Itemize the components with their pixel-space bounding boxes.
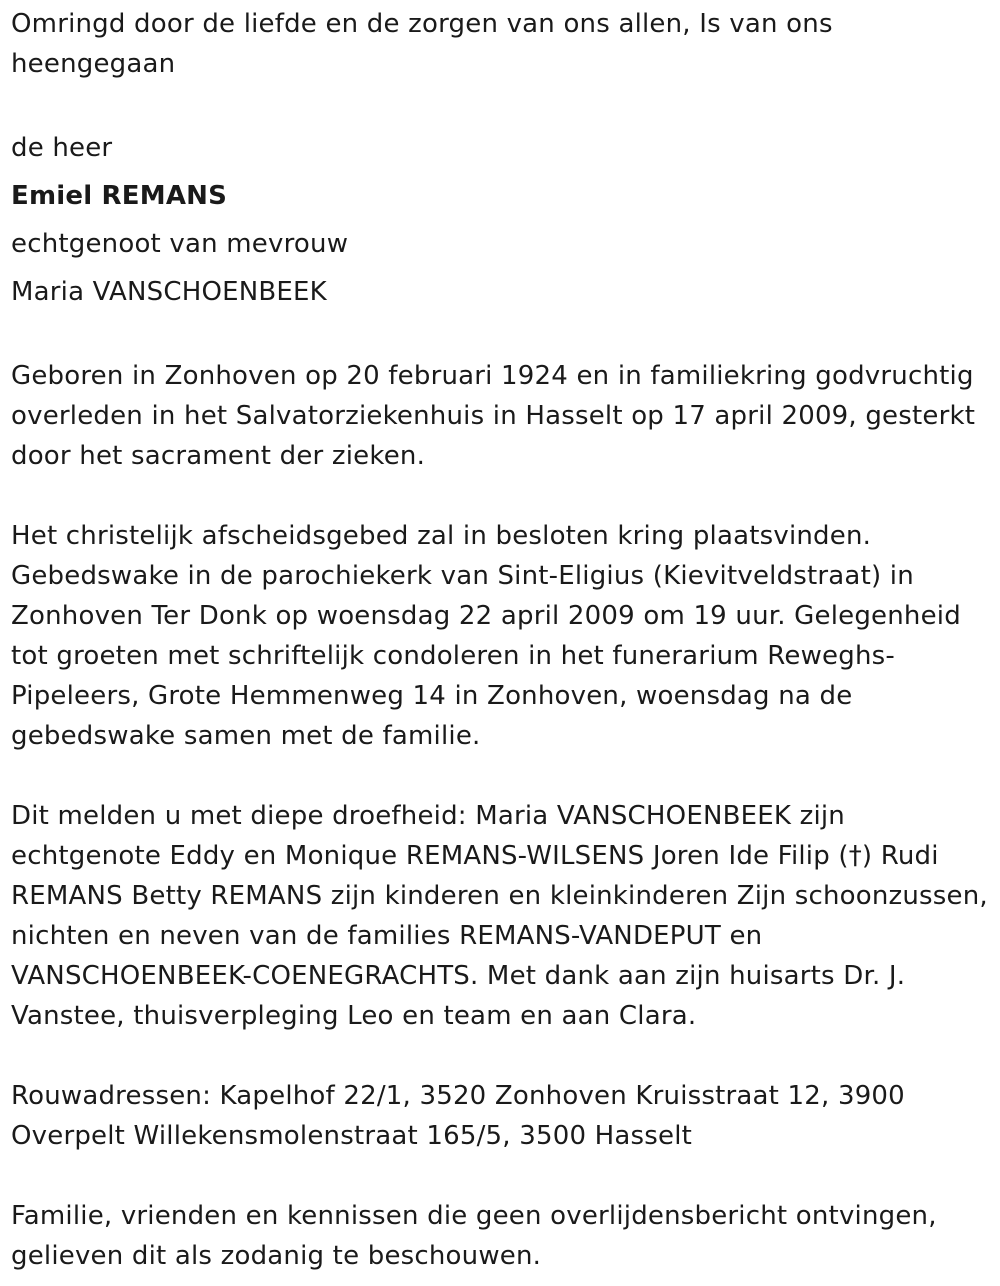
death-notice xyxy=(11,4,991,1276)
ceremony-paragraph: Het christelijk afscheidsgebed zal in besloten kring plaatsvinden. Gebedswake in de parochiekerk van Sint-Eligius (Kievitveldstraat) in Zonhoven Ter Donk op woensdag 22 april 2009 om 19 uur. Gelegenheid tot groeten met schriftelijk condoleren in het funerarium Reweghs-Pipeleers, Grote Hemmenweg 14 in Zonhoven, woensdag na de gebedswake samen met de familie. xyxy=(11,521,961,751)
spouse-label: echtgenoot van mevrouw xyxy=(11,229,349,259)
spacer xyxy=(11,84,991,124)
honorific-title: de heer xyxy=(11,133,113,163)
closing-paragraph: Familie, vrienden en kennissen die geen overlijdensbericht ontvingen, gelieven dit als zodanig te beschouwen. xyxy=(11,1201,937,1271)
spacer xyxy=(11,756,991,796)
spacer xyxy=(11,1156,991,1196)
birth-death-paragraph: Geboren in Zonhoven op 20 februari 1924 en in familiekring godvruchtig overleden in het Salvatorziekenhuis in Hasselt op 17 april 2009, gesterkt door het sacrament der zieken. xyxy=(11,361,976,471)
spacer xyxy=(11,1036,991,1076)
intro-paragraph: Omringd door de liefde en de zorgen van ons allen, Is van ons heengegaan xyxy=(11,9,833,79)
family-paragraph: Dit melden u met diepe droefheid: Maria VANSCHOENBEEK zijn echtgenote Eddy en Monique REMANS-WILSENS Joren Ide Filip (†) Rudi REMANS Betty REMANS zijn kinderen en kleinkinderen Zijn schoonzussen, nichten en neven van de families REMANS-VANDEPUT en VANSCHOENBEEK-COENEGRACHTS. Met dank aan zijn huisarts Dr. J. Vanstee, thuisverpleging Leo en team en aan Clara. xyxy=(11,801,988,1031)
spouse-name: Maria VANSCHOENBEEK xyxy=(11,277,327,307)
spacer xyxy=(11,476,991,516)
addresses-paragraph: Rouwadressen: Kapelhof 22/1, 3520 Zonhoven Kruisstraat 12, 3900 Overpelt Willekensmolenstraat 165/5, 3500 Hasselt xyxy=(11,1081,905,1151)
deceased-name: Emiel REMANS xyxy=(11,181,228,211)
spacer xyxy=(11,316,991,356)
